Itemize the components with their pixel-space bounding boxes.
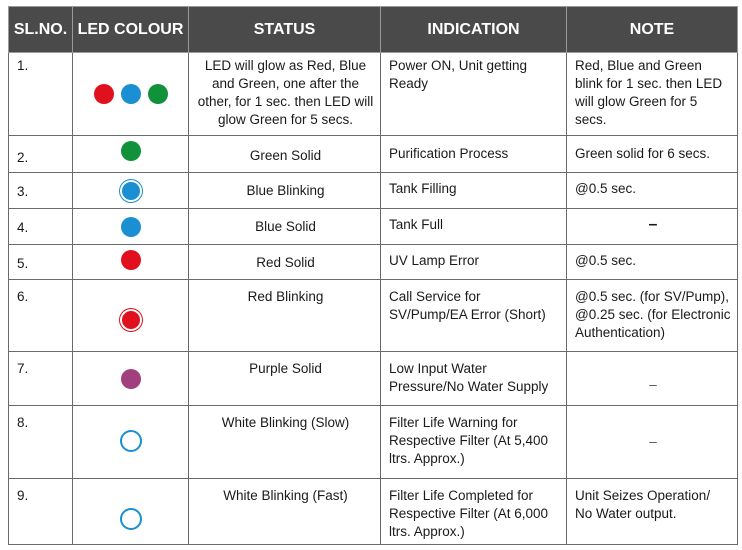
indication-cell: Call Service for SV/Pump/EA Error (Short) <box>381 280 567 352</box>
status-cell: White Blinking (Slow) <box>189 406 381 479</box>
row-sl-no: 8. <box>9 406 73 479</box>
table-row <box>9 245 738 280</box>
table-header-row <box>9 7 738 53</box>
note-cell: Red, Blue and Green blink for 1 sec. then LED will glow Green for 5 secs. <box>567 53 738 136</box>
header-status: STATUS <box>189 7 381 53</box>
blue-dot-icon <box>121 84 141 104</box>
led-indication-table <box>8 6 738 545</box>
green-dot-icon <box>121 141 141 161</box>
note-cell: – <box>567 352 738 406</box>
status-cell: White Blinking (Fast) <box>189 479 381 545</box>
led-colour-cell <box>73 280 189 352</box>
green-dot-icon <box>148 84 168 104</box>
header-led-colour: LED COLOUR <box>73 7 189 53</box>
row-sl-no: 1. <box>9 53 73 136</box>
indication-cell: Filter Life Warning for Respective Filter (At 5,400 ltrs. Approx.) <box>381 406 567 479</box>
status-cell: Red Solid <box>189 245 381 280</box>
header-note: NOTE <box>567 7 738 53</box>
note-cell: @0.5 sec. <box>567 173 738 209</box>
table-row <box>9 53 738 136</box>
led-colour-cell <box>73 479 189 545</box>
note-cell: – <box>567 406 738 479</box>
note-cell: Green solid for 6 secs. <box>567 136 738 173</box>
led-colour-cell <box>73 245 189 280</box>
header-sl-no: SL.NO. <box>9 7 73 53</box>
blue-blinking-dot-icon <box>122 182 140 200</box>
indication-cell: UV Lamp Error <box>381 245 567 280</box>
indication-cell: Power ON, Unit getting Ready <box>381 53 567 136</box>
row-sl-no: 9. <box>9 479 73 545</box>
purple-dot-icon <box>121 369 141 389</box>
status-cell: Blue Blinking <box>189 173 381 209</box>
status-cell: Red Blinking <box>189 280 381 352</box>
table-row <box>9 352 738 406</box>
led-colour-cell <box>73 136 189 173</box>
row-sl-no: 2. <box>9 136 73 173</box>
led-colour-cell <box>73 352 189 406</box>
blue-dot-icon <box>121 217 141 237</box>
row-sl-no: 5. <box>9 245 73 280</box>
row-sl-no: 3. <box>9 173 73 209</box>
row-sl-no: 4. <box>9 209 73 245</box>
row-sl-no: 7. <box>9 352 73 406</box>
status-cell: Purple Solid <box>189 352 381 406</box>
led-colour-cell <box>73 406 189 479</box>
indication-cell: Filter Life Completed for Respective Filter (At 6,000 ltrs. Approx.) <box>381 479 567 545</box>
status-cell: Blue Solid <box>189 209 381 245</box>
led-colour-cell <box>73 53 189 136</box>
table-row <box>9 280 738 352</box>
table-row <box>9 209 738 245</box>
note-cell: – <box>567 209 738 245</box>
white-hollow-dot-icon <box>120 508 142 530</box>
red-dot-icon <box>94 84 114 104</box>
status-cell: Green Solid <box>189 136 381 173</box>
led-colour-cell <box>73 173 189 209</box>
indication-cell: Purification Process <box>381 136 567 173</box>
red-blinking-dot-icon <box>122 311 140 329</box>
table-row <box>9 136 738 173</box>
table-row <box>9 479 738 545</box>
table-row <box>9 173 738 209</box>
row-sl-no: 6. <box>9 280 73 352</box>
table-row <box>9 406 738 479</box>
note-cell: @0.5 sec. <box>567 245 738 280</box>
status-cell: LED will glow as Red, Blue and Green, one after the other, for 1 sec. then LED will glow Green for 5 secs. <box>189 53 381 136</box>
white-hollow-dot-icon <box>120 430 142 452</box>
red-dot-icon <box>121 250 141 270</box>
led-colour-cell <box>73 209 189 245</box>
indication-cell: Tank Filling <box>381 173 567 209</box>
note-cell: @0.5 sec. (for SV/Pump), @0.25 sec. (for Electronic Authentication) <box>567 280 738 352</box>
indication-cell: Tank Full <box>381 209 567 245</box>
header-indication: INDICATION <box>381 7 567 53</box>
indication-cell: Low Input Water Pressure/No Water Supply <box>381 352 567 406</box>
note-cell: Unit Seizes Operation/ No Water output. <box>567 479 738 545</box>
